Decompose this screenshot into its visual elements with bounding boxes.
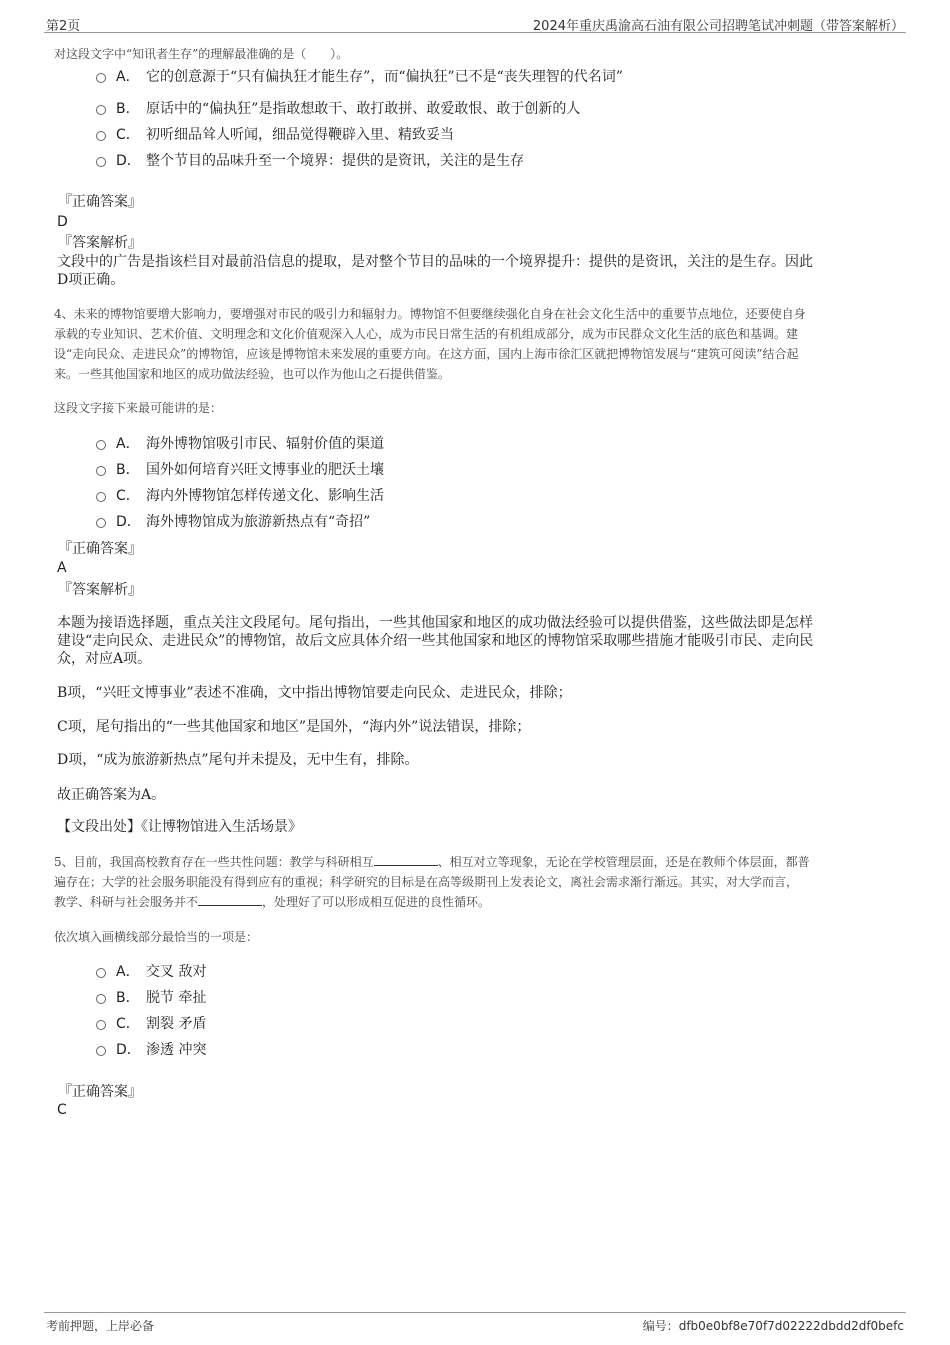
radio-icon[interactable]: [96, 994, 106, 1004]
q3-answer: D: [57, 214, 68, 230]
q4-option-a[interactable]: A． 海外博物馆吸引市民、辐射价值的渠道: [96, 434, 384, 454]
page-header: [44, 12, 906, 33]
q3-option-d[interactable]: D． 整个节目的品味升至一个境界：提供的是资讯，关注的是生存: [96, 151, 524, 171]
q3-option-c[interactable]: C． 初听细品耸人听闻，细品觉得鞭辟入里、精致妥当: [96, 125, 454, 145]
q5-option-c[interactable]: C． 割裂 矛盾: [96, 1014, 206, 1034]
q4-option-d[interactable]: D． 海外博物馆成为旅游新热点有“奇招”: [96, 512, 370, 532]
fill-blank-1: [374, 854, 438, 866]
fill-blank-2: [198, 894, 262, 906]
document-code: 编号：dfb0e0bf8e70f7d02222dbdd2df0befc: [642, 1319, 904, 1333]
q5-passage: 5、目前，我国高校教育存在一些共性问题：教学与科研相互 、相互对立等现象，无论在学校管理层面，还是在教师个体层面，都普 遍存在；大学的社会服务职能没有得到应有的重视；科学研究的目标是在高等级期刊上发表论文，离社会需求渐行渐远。其实，对大学而言， 教学、科研与社会服务并不 ，处理好了可以形成相互促进的良性循环。: [54, 855, 810, 909]
q4-answer: A: [57, 560, 67, 576]
q3-option-a[interactable]: A． 它的创意源于“只有偏执狂才能生存”，而“偏执狂”已不是“丧失理智的代名词”: [96, 67, 623, 87]
q4-stem: 这段文字接下来最可能讲的是：: [54, 401, 223, 415]
radio-icon[interactable]: [96, 73, 106, 83]
q4-analysis-c: C项，尾句指出的“一些其他国家和地区”是国外，“海内外”说法错误，排除；: [57, 719, 531, 735]
radio-icon[interactable]: [96, 1046, 106, 1056]
radio-icon[interactable]: [96, 1020, 106, 1030]
footer-slogan: 考前押题，上岸必备: [46, 1319, 155, 1333]
q5-option-d[interactable]: D． 渗透 冲突: [96, 1040, 206, 1060]
radio-icon[interactable]: [96, 440, 106, 450]
q3-analysis-label: 『答案解析』: [58, 235, 142, 251]
radio-icon[interactable]: [96, 466, 106, 476]
q4-analysis-d: D项，“成为旅游新热点”尾句并未提及，无中生有，排除。: [57, 752, 419, 768]
q3-analysis-line-1: 文段中的广告是指该栏目对最前沿信息的提取，是对整个节目的品味的一个境界提升：提供的是资讯，关注的是生存。因此: [57, 254, 813, 270]
q4-analysis-paragraph: 本题为接语选择题，重点关注文段尾句。尾句指出，一些其他国家和地区的成功做法经验可以提供借鉴，这些做法即是怎样 建设“走向民众、走进民众”的博物馆，故后文应具体介绍一些其他国家和地区的博物馆采取哪些措施才能吸引市民、走向民 众，对应A项。: [57, 615, 814, 667]
q3-answer-label: 『正确答案』: [58, 194, 142, 210]
q4-analysis-b: B项，“兴旺文博事业”表述不准确，文中指出博物馆要走向民众、走进民众，排除；: [57, 685, 572, 701]
radio-icon[interactable]: [96, 968, 106, 978]
q5-option-a[interactable]: A． 交叉 敌对: [96, 962, 206, 982]
q4-passage: 4、未来的博物馆要增大影响力，要增强对市民的吸引力和辐射力。博物馆不但要继续强化自身在社会文化生活中的重要节点地位，还要使自身 承载的专业知识、艺术价值、文明理念和文化价值观深入人心，成为市民日常生活的有机组成部分，成为市民群众文化生活的底色和基调。建 设“走向民众、走进民众”的博物馆，应该是博物馆未来发展的重要方向。在这方面，国内上海市徐汇区就把博物馆发展与“建筑可阅读”结合起 来。一些其他国家和地区的成功做法经验，也可以作为他山之石提供借鉴。: [54, 307, 806, 381]
q4-option-b[interactable]: B． 国外如何培育兴旺文博事业的肥沃土壤: [96, 460, 384, 480]
page-number: 第2页: [46, 19, 81, 34]
q5-stem: 依次填入画横线部分最恰当的一项是：: [54, 930, 259, 944]
q4-analysis-conclusion: 故正确答案为A。: [57, 787, 166, 803]
q5-answer: C: [57, 1102, 67, 1118]
q3-analysis-line-2: D项正确。: [57, 272, 125, 288]
radio-icon[interactable]: [96, 518, 106, 528]
q4-analysis-label: 『答案解析』: [58, 582, 142, 598]
radio-icon[interactable]: [96, 157, 106, 167]
q3-stem: 对这段文字中“知讯者生存”的理解最准确的是（ ）。: [54, 47, 349, 61]
q4-answer-label: 『正确答案』: [58, 541, 142, 557]
page-footer: [44, 1312, 906, 1337]
q5-option-b[interactable]: B． 脱节 牵扯: [96, 988, 206, 1008]
q3-option-b[interactable]: B． 原话中的“偏执狂”是指敢想敢干、敢打敢拼、敢爱敢恨、敢于创新的人: [96, 99, 580, 119]
radio-icon[interactable]: [96, 492, 106, 502]
q4-source: 【文段出处】《让博物馆进入生活场景》: [57, 819, 302, 835]
document-title: 2024年重庆禹渝高石油有限公司招聘笔试冲刺题（带答案解析）: [532, 19, 904, 34]
radio-icon[interactable]: [96, 131, 106, 141]
q5-answer-label: 『正确答案』: [58, 1084, 142, 1100]
radio-icon[interactable]: [96, 105, 106, 115]
q4-option-c[interactable]: C． 海内外博物馆怎样传递文化、影响生活: [96, 486, 384, 506]
